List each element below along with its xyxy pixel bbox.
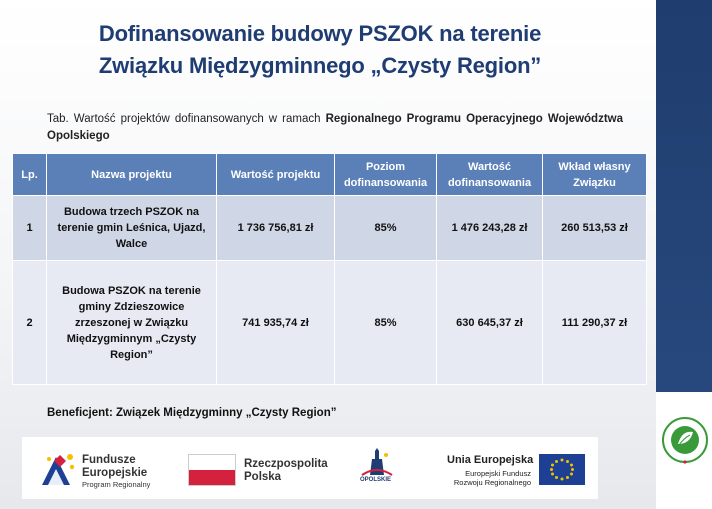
table-header-row — [13, 154, 647, 196]
cell-funding-level: 85% — [335, 196, 437, 261]
table-row — [13, 196, 647, 261]
cell-funding-value: 1 476 243,28 zł — [437, 196, 543, 261]
title-line-1: Dofinansowanie budowy PSZOK na terenie — [98, 21, 542, 46]
header-project-value: Wartość projektu — [217, 154, 335, 196]
funding-table — [12, 153, 647, 385]
cell-own-contribution: 111 290,37 zł — [543, 261, 647, 385]
header-funding-level: Poziom dofinansowania — [335, 154, 437, 196]
cell-project-value: 1 736 756,81 zł — [217, 196, 335, 261]
cell-own-contribution: 260 513,53 zł — [543, 196, 647, 261]
caption-program-name: Regionalnego Programu Operacyjnego Województwa Opolskiego — [47, 113, 623, 142]
cell-project-value: 741 935,74 zł — [217, 261, 335, 385]
table-caption — [47, 111, 623, 145]
fundusze-europejskie-subtitle: Program Regionalny — [82, 480, 151, 489]
slide-title — [40, 18, 600, 82]
cell-project-name: Budowa PSZOK na terenie gminy Zdzieszowice zrzeszonej w Związku Międzygminnym „Czysty Region” — [47, 261, 217, 385]
cell-funding-value: 630 645,37 zł — [437, 261, 543, 385]
table-row — [13, 261, 647, 385]
eu-flag-icon — [539, 454, 585, 485]
czysty-region-logo-icon — [660, 404, 710, 476]
logo-strip — [22, 437, 598, 499]
cell-funding-level: 85% — [335, 261, 437, 385]
fundusze-europejskie-logo-icon — [40, 449, 78, 487]
fundusze-europejskie-title: Fundusze Europejskie — [82, 454, 148, 479]
cell-lp: 2 — [13, 261, 47, 385]
polish-flag-icon — [188, 454, 236, 486]
efrr-subtitle: Europejski Fundusz Rozwoju Regionalnego — [453, 469, 531, 487]
title-line-2: Związku Międzygminnego „Czysty Region” — [98, 53, 542, 78]
cell-project-name: Budowa trzech PSZOK na terenie gmin Leśnica, Ujazd, Walce — [47, 196, 217, 261]
rzeczpospolita-polska-title: Rzeczpospolita Polska — [244, 458, 328, 483]
header-project-name: Nazwa projektu — [47, 154, 217, 196]
unia-europejska-title: Unia Europejska — [447, 454, 534, 466]
cell-lp: 1 — [13, 196, 47, 261]
header-own-contribution: Wkład własny Związku — [543, 154, 647, 196]
header-funding-value: Wartość dofinansowania — [437, 154, 543, 196]
opolskie-logo-icon — [360, 447, 394, 477]
opolskie-label: OPOLSKIE — [360, 477, 392, 483]
caption-prefix: Tab. Wartość projektów dofinansowanych w ramach — [47, 113, 326, 125]
header-lp: Lp. — [13, 154, 47, 196]
beneficiary-text: Beneficjent: Związek Międzygminny „Czysty Region” — [47, 407, 337, 419]
